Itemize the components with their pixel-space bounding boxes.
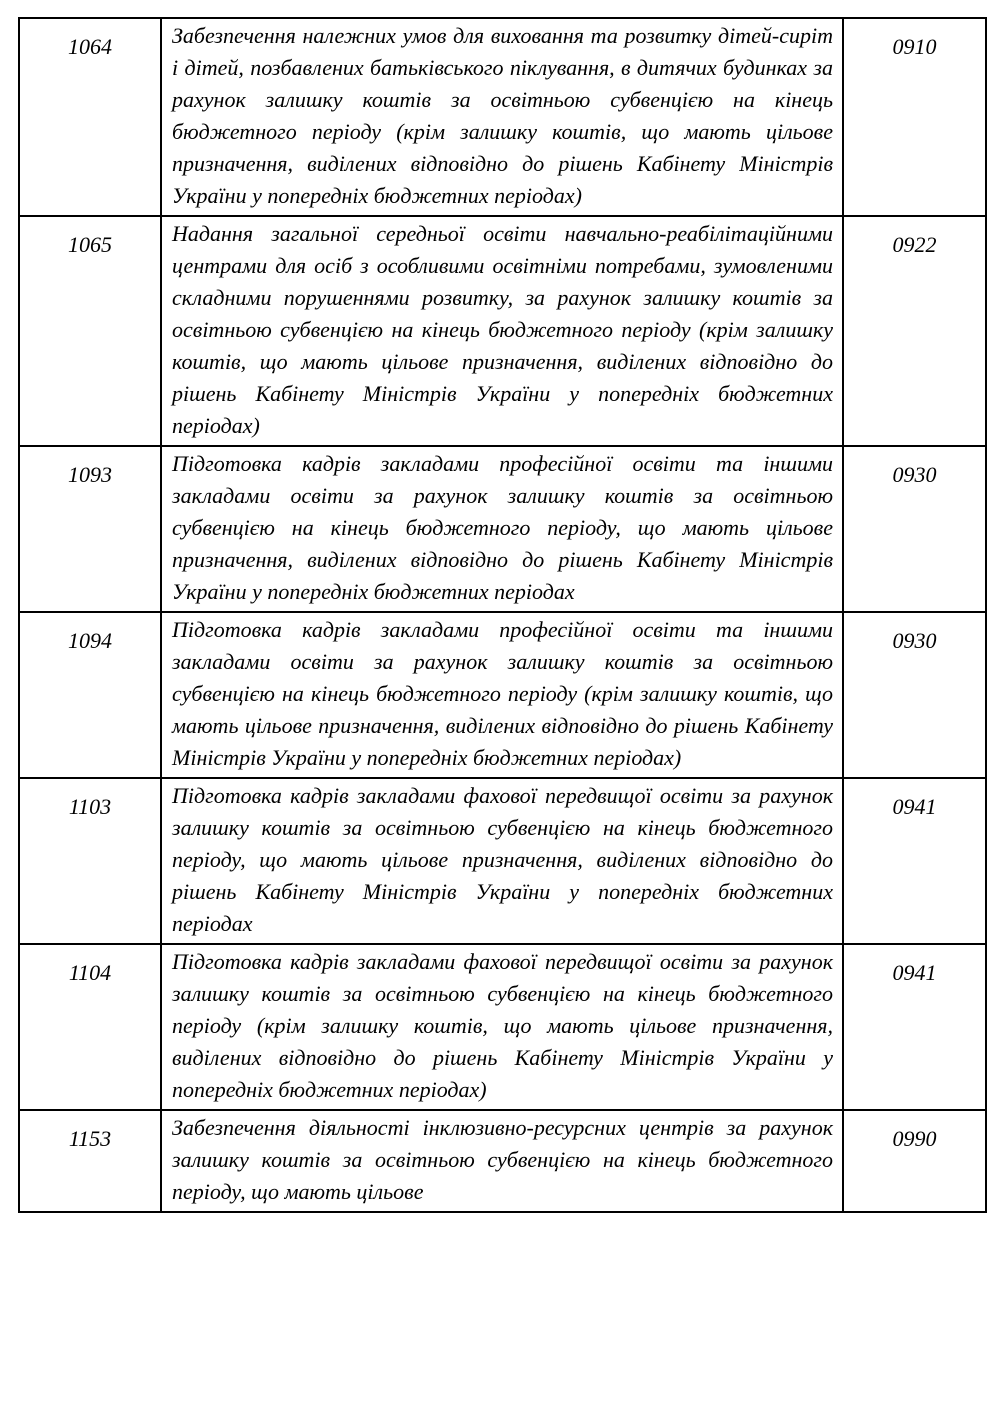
table-row — [19, 612, 986, 778]
description-cell: Підготовка кадрів закладами професійної освіти та іншими закладами освіти за рахунок залишку коштів за освітньою субвенцією на кінець бюджетного періоду (крім залишку коштів, що мають цільове призначення, виділених відповідно до рішень Кабінету Міністрів України у попередніх бюджетних періодах) — [161, 612, 843, 778]
description-cell: Забезпечення діяльності інклюзивно-ресурсних центрів за рахунок залишку коштів за освітньою субвенцією на кінець бюджетного періоду, що мають цільове — [161, 1110, 843, 1212]
program-code-cell: 1065 — [19, 216, 161, 446]
program-code-cell: 1064 — [19, 18, 161, 216]
program-code-cell: 1103 — [19, 778, 161, 944]
description-cell: Підготовка кадрів закладами фахової передвищої освіти за рахунок залишку коштів за освітньою субвенцією на кінець бюджетного періоду (крім залишку коштів, що мають цільове призначення, виділених відповідно до рішень Кабінету Міністрів України у попередніх бюджетних періодах) — [161, 944, 843, 1110]
program-code-cell: 1093 — [19, 446, 161, 612]
table-row — [19, 446, 986, 612]
functional-code-cell: 0941 — [843, 778, 986, 944]
description-cell: Підготовка кадрів закладами фахової передвищої освіти за рахунок залишку коштів за освітньою субвенцією на кінець бюджетного періоду, що мають цільове призначення, виділених відповідно до рішень Кабінету Міністрів України у попередніх бюджетних періодах — [161, 778, 843, 944]
functional-code-cell: 0930 — [843, 446, 986, 612]
budget-program-table — [18, 17, 987, 1213]
description-cell: Підготовка кадрів закладами професійної освіти та іншими закладами освіти за рахунок залишку коштів за освітньою субвенцією на кінець бюджетного періоду, що мають цільове призначення, виділених відповідно до рішень Кабінету Міністрів України у попередніх бюджетних періодах — [161, 446, 843, 612]
table-row — [19, 18, 986, 216]
description-cell: Забезпечення належних умов для виховання та розвитку дітей-сиріт і дітей, позбавлених батьківського піклування, в дитячих будинках за рахунок залишку коштів за освітньою субвенцією на кінець бюджетного періоду (крім залишку коштів, що мають цільове призначення, виділених відповідно до рішень Кабінету Міністрів України у попередніх бюджетних періодах) — [161, 18, 843, 216]
table-row — [19, 778, 986, 944]
table-row — [19, 944, 986, 1110]
functional-code-cell: 0990 — [843, 1110, 986, 1212]
functional-code-cell: 0941 — [843, 944, 986, 1110]
program-code-cell: 1104 — [19, 944, 161, 1110]
description-cell: Надання загальної середньої освіти навчально-реабілітаційними центрами для осіб з особливими освітніми потребами, зумовленими складними порушеннями розвитку, за рахунок залишку коштів за освітньою субвенцією на кінець бюджетного періоду (крім залишку коштів, що мають цільове призначення, виділених відповідно до рішень Кабінету Міністрів України у попередніх бюджетних періодах) — [161, 216, 843, 446]
table-body — [19, 18, 986, 1212]
functional-code-cell: 0930 — [843, 612, 986, 778]
table-row — [19, 216, 986, 446]
functional-code-cell: 0922 — [843, 216, 986, 446]
functional-code-cell: 0910 — [843, 18, 986, 216]
program-code-cell: 1094 — [19, 612, 161, 778]
program-code-cell: 1153 — [19, 1110, 161, 1212]
table-row — [19, 1110, 986, 1212]
